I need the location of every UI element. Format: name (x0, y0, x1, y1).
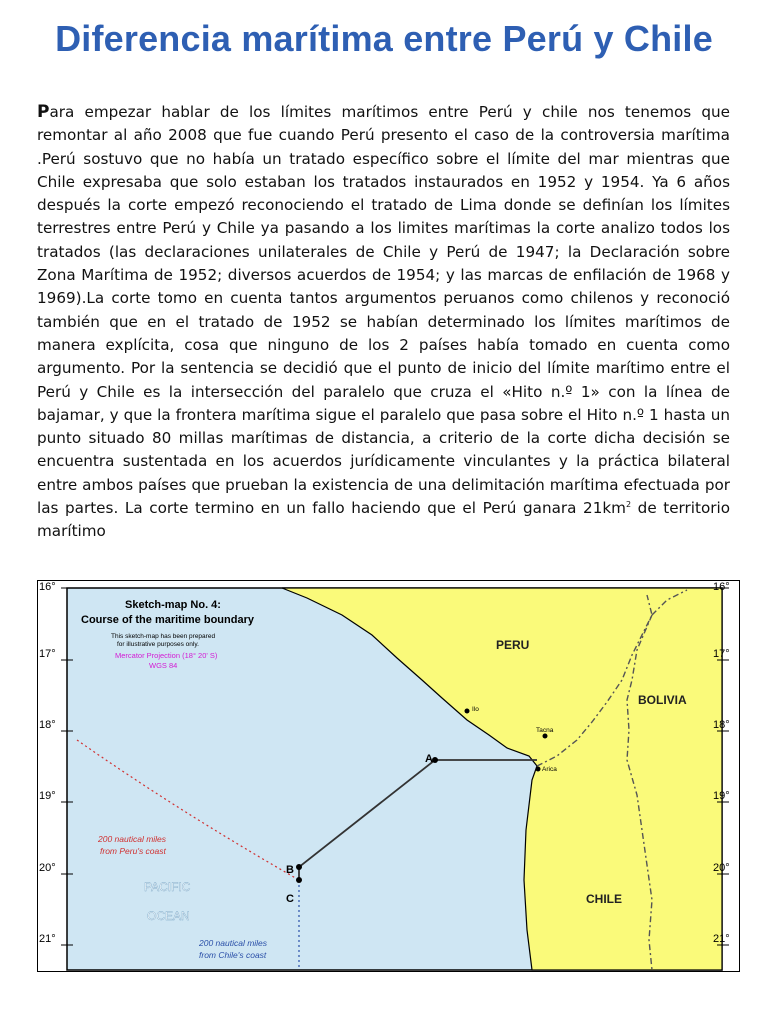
map-datum: WGS 84 (149, 661, 178, 670)
map-note-1: This sketch-map has been prepared (111, 633, 216, 640)
lat-label-18-right: 18° (713, 719, 730, 731)
city-label-tacna: Tacna (536, 727, 554, 734)
ocean-label-2: OCEAN (147, 909, 190, 923)
lat-label-19-right: 19° (713, 790, 730, 802)
tacna-marker (543, 734, 548, 739)
country-label-bolivia: BOLIVIA (638, 693, 687, 707)
map-note-2: for illustrative purposes only. (117, 641, 199, 648)
peru-200nm-label-2: from Peru's coast (100, 846, 166, 856)
article-dropcap: P (37, 102, 50, 122)
lat-label-21-left: 21° (39, 933, 56, 945)
city-label-ilo: Ilo (472, 706, 479, 713)
maritime-boundary-map (37, 580, 740, 972)
point-b-label: B (286, 864, 294, 876)
peru-200nm-label-1: 200 nautical miles (98, 834, 167, 844)
point-a-label: A (425, 753, 433, 765)
point-c-label: C (286, 893, 294, 905)
page-title: Diferencia marítima entre Perú y Chile (55, 18, 713, 59)
article-body: ara empezar hablar de los límites marítimos entre Perú y chile nos tenemos que remontar al año 2008 que fue cuando Perú presento el caso de la controversia marítima .Perú sostuvo que no había un tratado específico sobre el límite del mar mientras que Chile expresaba que solo estaban los tratados instaurados en 1952 y 1954. Ya 6 años después la corte empezó reconociendo el tratado de Lima donde se definían los límites terrestres entre Perú y Chile ya pasando a los limites marítimas la corte analizo todos los tratados (las declaraciones unilaterales de Chile y Perú de 1947; la Declaración sobre Zona Marítima de 1952; diversos acuerdos de 1954; y las marcas de enfilación de 1968 y 1969).La corte tomo en cuenta tantos argumentos peruanos como chilenos y reconoció también que en el tratado de 1952 se habían determinado los límites marítimos de manera explícita, cosa que ninguno de los 2 países había tomado en cuenta como argumento. Por la sentencia se decidió que el punto de inicio del límite marítimo entre el Perú y Chile es la intersección del paralelo que cruza el «Hito n.º 1» con la línea de bajamar, y que la frontera marítima sigue el paralelo que pasa sobre el Hito n.º 1 hasta un punto situado 80 millas marítimas de distancia, a criterio de la corte dicha decisión se encuentra sustentada en los acuerdos jurídicamente vinculantes y la práctica bilateral entre ambos países que prueban la existencia de una delimitación marítima efectuada por las partes. La corte termino en un fallo haciendo que el Perú ganara 21km (37, 103, 730, 518)
lat-label-20-left: 20° (39, 862, 56, 874)
lat-label-20-right: 20° (713, 862, 730, 874)
map-canvas (37, 580, 740, 972)
map-heading-1: Sketch-map No. 4: (125, 599, 221, 611)
chile-200nm-label-2: from Chile's coast (199, 950, 267, 960)
country-label-peru: PERU (496, 638, 530, 652)
country-label-chile: CHILE (586, 892, 622, 906)
lat-label-17-left: 17° (39, 648, 56, 660)
lat-label-16-left: 16° (39, 581, 56, 593)
article-paragraph (37, 101, 730, 544)
ilo-marker (465, 709, 470, 714)
article-tail: de territorio marítimo (37, 499, 731, 541)
lat-label-21-right: 21° (713, 933, 730, 945)
point-b-marker (296, 864, 302, 870)
arica-marker (536, 767, 541, 772)
map-heading-2: Course of the maritime boundary (81, 614, 254, 626)
city-label-arica: Arica (542, 766, 557, 773)
lat-label-16-right: 16° (713, 581, 730, 593)
article-superscript: 2 (625, 499, 632, 509)
chile-200nm-label-1: 200 nautical miles (199, 938, 268, 948)
ocean-label-1: PACIFIC (144, 880, 191, 894)
map-projection: Mercator Projection (18° 20' S) (115, 651, 218, 660)
lat-label-18-left: 18° (39, 719, 56, 731)
lat-label-19-left: 19° (39, 790, 56, 802)
lat-label-17-right: 17° (713, 648, 730, 660)
point-c-marker (296, 877, 302, 883)
